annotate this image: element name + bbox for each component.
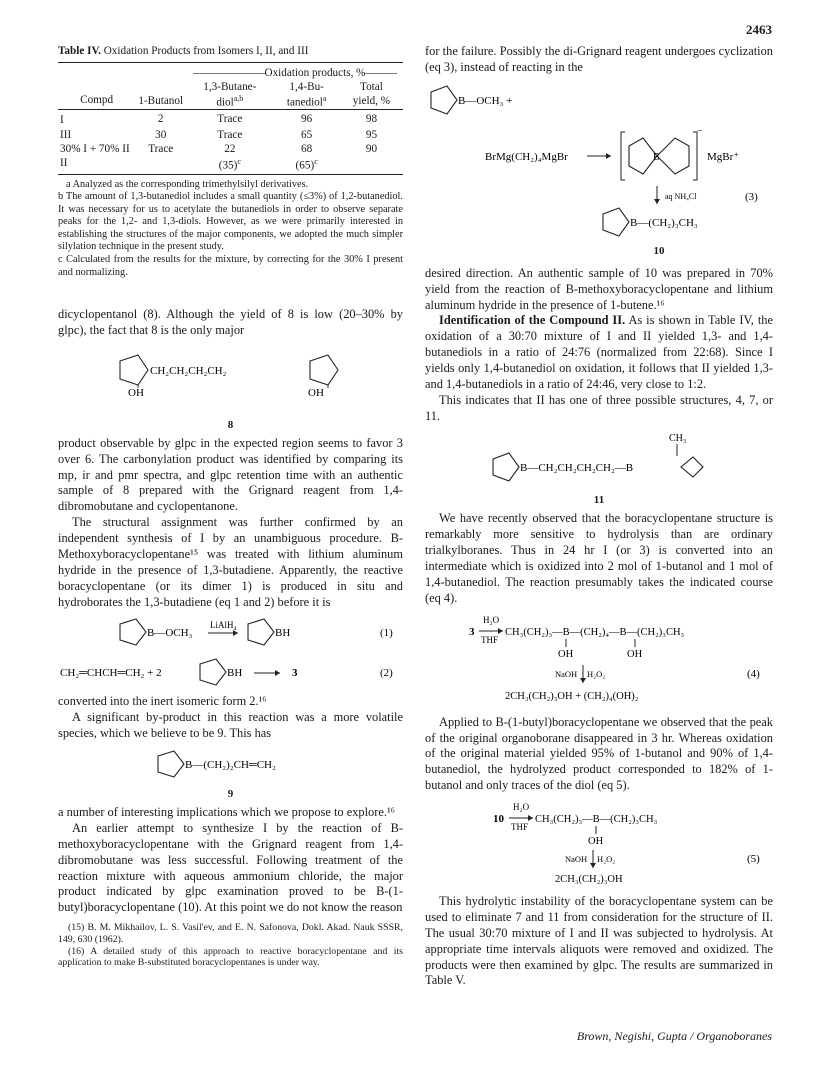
table-row: III 30 Trace 65 95 <box>60 128 378 141</box>
right-column <box>425 44 773 989</box>
col-header-13diol-a: 1,3-Butane- <box>203 80 257 93</box>
table-caption-text: Oxidation Products from Isomers I, II, and III <box>103 45 309 57</box>
col-header-compd: Compd <box>80 93 114 106</box>
equation-1 <box>58 614 403 650</box>
svg-text:H₂O₂: H₂O₂ <box>587 668 606 679</box>
compound-11-structure <box>425 429 773 508</box>
footnote-c: c Calculated from the results for the mixture, by correcting for the 30% I present and normalizing. <box>58 254 403 278</box>
oxidation-products-table <box>58 62 403 174</box>
svg-text:CH₂═CHCH═CH₂ + 2: CH₂═CHCH═CH₂ + 2 <box>60 667 162 680</box>
table-row: I 2 Trace 96 98 <box>60 112 378 127</box>
svg-text:B—OCH₃ +: B—OCH₃ + <box>458 94 513 107</box>
svg-text:3: 3 <box>469 625 475 638</box>
right-paragraph-3: Identification of the Compound II. As is shown in Table IV, the oxidation of a 30:70 mixture of I and II yielded 1,3- and 1,4-butanediols in a ratio of 24:76 (normalized from 22:68). Since I yields only 1,4-butanediol on oxidation, it follows that II yielded 1,3- and 1,4-butanediols in a ratio of 24:46, very close to 1:2. <box>425 313 773 391</box>
svg-text:CH₃(CH₂)₃—B—(CH₂)₄—B—(CH₂)₃CH₃: CH₃(CH₂)₃—B—(CH₂)₄—B—(CH₂)₃CH₃ <box>505 626 685 638</box>
col-header-butanol: 1-Butanol <box>138 95 184 108</box>
svg-text:(4): (4) <box>747 667 760 680</box>
left-paragraph-1: dicyclopentanol (8). Although the yield of 8 is low (20–30% by glpc), the fact that 8 is the only major <box>58 307 403 337</box>
left-paragraph-2: product observable by glpc in the expected region seems to favor 3 over 6. The carbonylation product was identified by comparing its mp, ir and pmr spectra, and glpc retention time with an authentic sample of 8 prepared with the Grignard reagent from 1,4-dibromobutane and cyclopentanone. <box>58 435 403 514</box>
right-paragraph-2: desired direction. An authentic sample of 10 was prepared in 70% yield from the reaction of B-methoxyboracyclopentane and lithium aluminum hydride in the presence of 1-butene.¹⁶ <box>425 265 773 312</box>
table-row: 30% I + 70% II Trace 22 68 90 <box>60 143 378 156</box>
svg-text:(3): (3) <box>745 190 758 203</box>
svg-text:LiAlH₄: LiAlH₄ <box>210 620 237 631</box>
col-header-13diol-b: diol$^{a,b}$ <box>216 93 244 109</box>
running-footer: Brown, Negishi, Gupta / Organoboranes <box>576 1029 772 1043</box>
table-row: II $(35)^c$ $(65)^c$ <box>58 156 403 174</box>
svg-text:BrMg(CH₂)₄MgBr: BrMg(CH₂)₄MgBr <box>485 150 568 163</box>
equation-1-svg <box>58 614 403 650</box>
compound-9-label: 9 <box>227 787 234 800</box>
footnote-b: b The amount of 1,3-butanediol includes a small quantity (≤3%) of 1,2-butanediol. It was necessary for us to acetylate the butanediols in order to observe separate peaks for the 1,2- and 1,3-diols. However, as we were primarily interested in establishing the structures of the major components, we adopted the much simpler silylation technique in the present study. <box>58 191 403 253</box>
svg-text:MgBr⁺: MgBr⁺ <box>707 150 740 163</box>
right-paragraph-7: This hydrolytic instability of the boracyclopentane system can be used to eliminate 7 and 11 from consideration for the structure of II. The usual 30:70 mixture of I and II was subjected to hydrolysis. At appropriate time intervals aliquots were removed and oxidized. The products were then examined by glpc. The results are summarized in Table V. <box>425 894 773 988</box>
equation-3-svg <box>425 80 773 260</box>
left-paragraph-4: converted into the inert isomeric form 2.¹⁶ <box>58 694 267 709</box>
left-paragraph-3: The structural assignment was further confirmed by an independent synthesis of I by an unambiguous procedure. B-Methoxyboracyclopentane¹⁵ was treated with lithium aluminum hydride in the presence of 1,3-butadiene. Apparently, the reactive boracyclopentane (or its dimer 1) is produced in situ and hydroborates the 1,3-butadiene (eq 1 and 2) before it is <box>58 515 403 609</box>
compound-8-oh-right: OH <box>308 386 324 399</box>
svg-text:CH₃: CH₃ <box>669 432 687 444</box>
left-paragraph-7: An earlier attempt to synthesize I by the reaction of B-methoxyboracyclopentane with the Grignard reagent from 1,4-dibromobutane was less successful. Following treatment of the reaction mixture with aqueous ammonium chloride, the major product indicated by glpc examination proved to be B-(1-butyl)boracyclopentane (10). At this point we do not know the reason <box>58 820 403 915</box>
equation-4-svg <box>425 611 773 711</box>
svg-text:B—OCH₃: B—OCH₃ <box>147 627 193 640</box>
svg-text:BH: BH <box>227 667 243 680</box>
reference-16: (16) A detailed study of this approach to reactive boracyclopentane and its application to make B-substituted boracyclopentanes is under way. <box>58 945 403 969</box>
svg-text:2CH₃(CH₂)₃OH + (CH₂)₄(OH)₂: 2CH₃(CH₂)₃OH + (CH₂)₄(OH)₂ <box>505 690 639 702</box>
svg-text:H₂O: H₂O <box>483 614 500 625</box>
svg-text:(5): (5) <box>747 853 760 866</box>
svg-text:OH: OH <box>627 648 643 660</box>
equation-5-svg <box>425 798 773 890</box>
table-caption <box>58 44 403 58</box>
page-number: 2463 <box>746 22 772 37</box>
svg-text:aq NH₄Cl: aq NH₄Cl <box>665 191 697 201</box>
svg-text:BH: BH <box>275 627 291 640</box>
right-paragraph-6: Applied to B-(1-butyl)boracyclopentane we observed that the peak of the original organoborane disappeared in 3 hr. Whereas oxidation of the original material yielded 95% of 1-butanol and 90% of 1,4-butanediol, the hydrolyzed product corresponded to 182% of 1-butanol and only traces of the diol (eq 5). <box>425 714 773 793</box>
svg-text:−: − <box>697 125 703 137</box>
compound-10-label: 10 <box>653 244 665 257</box>
left-paragraph-5: A significant by-product in this reaction was a more volatile species, which we believe to be 9. This has <box>58 710 403 741</box>
col-header-total-b: yield, % <box>352 95 391 108</box>
svg-text:(1): (1) <box>380 627 393 640</box>
compound-8-chain: CH₂CH₂CH₂CH₂ <box>150 364 227 377</box>
right-paragraph-5: We have recently observed that the boracyclopentane structure is remarkably more sensitive to hydrolysis than are ordinary trialkylboranes. Thus in 24 hr I (or 3) is converted into an intermediate which is oxidized into 2 mol of 1-butanol and 1 mol of 1,4-butanediol. The reaction presumably takes the indicated course (eq 4). <box>425 511 773 605</box>
svg-text:(2): (2) <box>380 667 393 680</box>
left-column <box>58 44 403 969</box>
equation-4 <box>425 611 773 711</box>
svg-text:THF: THF <box>511 822 529 833</box>
svg-text:OH: OH <box>588 836 604 848</box>
footnote-a: a Analyzed as the corresponding trimethylsilyl derivatives. <box>66 178 309 190</box>
col-header-14diol-b: tanediol$^a$ <box>286 93 327 109</box>
compound-8-structure <box>58 343 403 432</box>
svg-text:OH: OH <box>558 648 574 660</box>
svg-text:B—CH₂CH₂CH₂CH₂—B: B—CH₂CH₂CH₂CH₂—B <box>520 461 634 474</box>
svg-text:NaOH: NaOH <box>565 854 588 865</box>
left-paragraph-6: a number of interesting implications which we propose to explore.¹⁶ <box>58 805 395 819</box>
compound-8-svg <box>58 343 403 413</box>
col-header-total-a: Total <box>360 80 383 93</box>
svg-text:B—(CH₂)₂CH═CH₂: B—(CH₂)₂CH═CH₂ <box>185 759 276 772</box>
svg-text:2CH₃(CH₂)₃OH: 2CH₃(CH₂)₃OH <box>555 874 623 886</box>
svg-text:B: B <box>653 151 660 163</box>
equation-2-svg <box>58 654 403 690</box>
svg-text:3: 3 <box>292 667 298 680</box>
table-group-header: ———————Oxidation products, %——— <box>193 67 397 80</box>
svg-text:B—(CH₂)₃CH₃: B—(CH₂)₃CH₃ <box>630 216 698 229</box>
svg-text:THF: THF <box>481 634 499 645</box>
col-header-14diol-a: 1,4-Bu- <box>289 80 324 93</box>
right-paragraph-1: for the failure. Possibly the di-Grignard reagent undergoes cyclization (eq 3), instead of reacting in the <box>425 44 773 74</box>
compound-8-label: 8 <box>227 418 234 431</box>
right-paragraph-4: This indicates that II has one of three possible structures, 4, 7, or 11. <box>425 392 773 423</box>
table-caption-label: Table IV. <box>58 45 101 57</box>
compound-9-structure <box>58 746 403 801</box>
reference-15: (15) B. M. Mikhailov, L. S. Vasil'ev, and E. N. Safonova, Dokl. Akad. Nauk SSSR, 149, 630 (1962). <box>58 922 403 945</box>
table-footnotes <box>58 179 403 279</box>
svg-text:CH₃(CH₂)₃—B—(CH₂)₃CH₃: CH₃(CH₂)₃—B—(CH₂)₃CH₃ <box>535 814 658 826</box>
compound-9-svg <box>58 746 403 782</box>
svg-text:10: 10 <box>493 813 504 826</box>
equation-5 <box>425 798 773 890</box>
svg-text:NaOH: NaOH <box>555 668 578 679</box>
compound-11-label: 11 <box>593 494 605 507</box>
compound-8-oh-left: OH <box>128 386 144 399</box>
references <box>58 922 403 969</box>
section-heading-identification: Identification of the Compound II. <box>439 313 626 328</box>
equation-3 <box>425 80 773 260</box>
svg-text:H₂O₂: H₂O₂ <box>597 854 616 865</box>
compound-11-svg <box>425 429 773 489</box>
equation-2 <box>58 654 403 690</box>
svg-text:H₂O: H₂O <box>513 802 530 813</box>
